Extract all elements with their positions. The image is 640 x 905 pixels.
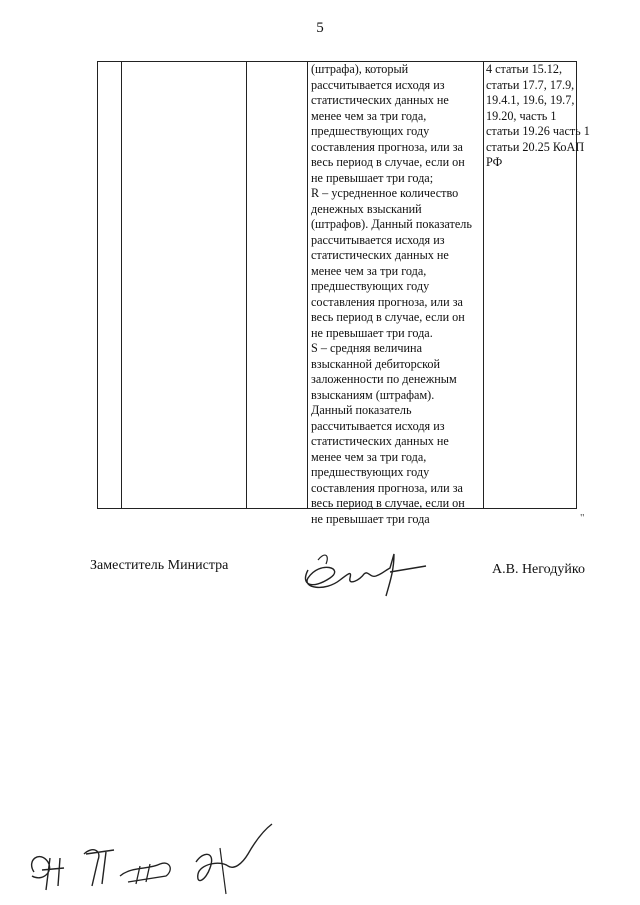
description-line: денежных взысканий — [311, 201, 422, 216]
description-line: предшествующих году — [311, 465, 430, 479]
description-line: (штрафа), который — [311, 62, 409, 76]
description-line: не превышает три года. — [311, 325, 433, 340]
signatory-title: Заместитель Министра — [90, 558, 229, 573]
table-col-line-3 — [246, 61, 247, 509]
description-line: заложенности по денежным — [311, 372, 457, 386]
description-line: менее чем за три года, — [311, 263, 427, 278]
description-line: рассчитывается исходя из — [311, 77, 445, 92]
law-reference-line: статьи 17.7, 17.9, — [486, 77, 575, 92]
handwritten-signature — [290, 530, 440, 610]
description-line: составления прогноза, или за — [311, 480, 463, 495]
law-reference-line: 19.4.1, 19.6, 19.7, — [486, 93, 575, 107]
description-line: составления прогноза, или за — [311, 294, 463, 309]
description-line: предшествующих году — [311, 279, 430, 293]
description-line: весь период в случае, если он — [311, 155, 465, 169]
description-line: статистических данных не — [311, 434, 449, 448]
table-col-line-2 — [121, 61, 122, 509]
description-line: менее чем за три года, — [311, 108, 427, 123]
description-line: взысканной дебиторской — [311, 356, 441, 371]
signatory-name: А.В. Негодуйко — [492, 562, 585, 577]
law-reference-line: статьи 20.25 КоАП — [486, 139, 585, 154]
description-line: весь период в случае, если он — [311, 310, 465, 324]
table-col-line-5 — [483, 61, 484, 509]
handwritten-initials — [20, 810, 290, 905]
description-line: взысканиям (штрафам). — [311, 387, 435, 402]
description-line: не превышает три года; — [311, 170, 434, 185]
description-line: составления прогноза, или за — [311, 139, 463, 154]
law-reference-line: 19.20, часть 1 — [486, 108, 557, 123]
description-line: рассчитывается исходя из — [311, 232, 445, 247]
table-col-line-4 — [307, 61, 308, 509]
table-col-line-1 — [97, 61, 98, 509]
description-cell — [311, 62, 472, 527]
description-line: S – средняя величина — [311, 341, 422, 355]
law-reference-line: 4 статьи 15.12, — [486, 62, 563, 76]
law-reference-line: статьи 19.26 часть 1 — [486, 124, 590, 138]
description-line: предшествующих году — [311, 124, 430, 138]
page-number: 5 — [316, 20, 324, 36]
description-line: рассчитывается исходя из — [311, 418, 445, 433]
description-line: (штрафов). Данный показатель — [311, 217, 472, 231]
law-reference-cell — [486, 62, 590, 171]
description-line: статистических данных не — [311, 93, 449, 107]
law-reference-line: РФ — [486, 155, 503, 169]
description-line: R – усредненное количество — [311, 186, 459, 200]
description-line: Данный показатель — [311, 403, 412, 417]
description-line: менее чем за три года, — [311, 449, 427, 464]
closing-quote-mark: " — [580, 512, 585, 524]
description-line: весь период в случае, если он — [311, 496, 465, 510]
description-line: статистических данных не — [311, 248, 449, 262]
description-line: не превышает три года — [311, 511, 430, 526]
